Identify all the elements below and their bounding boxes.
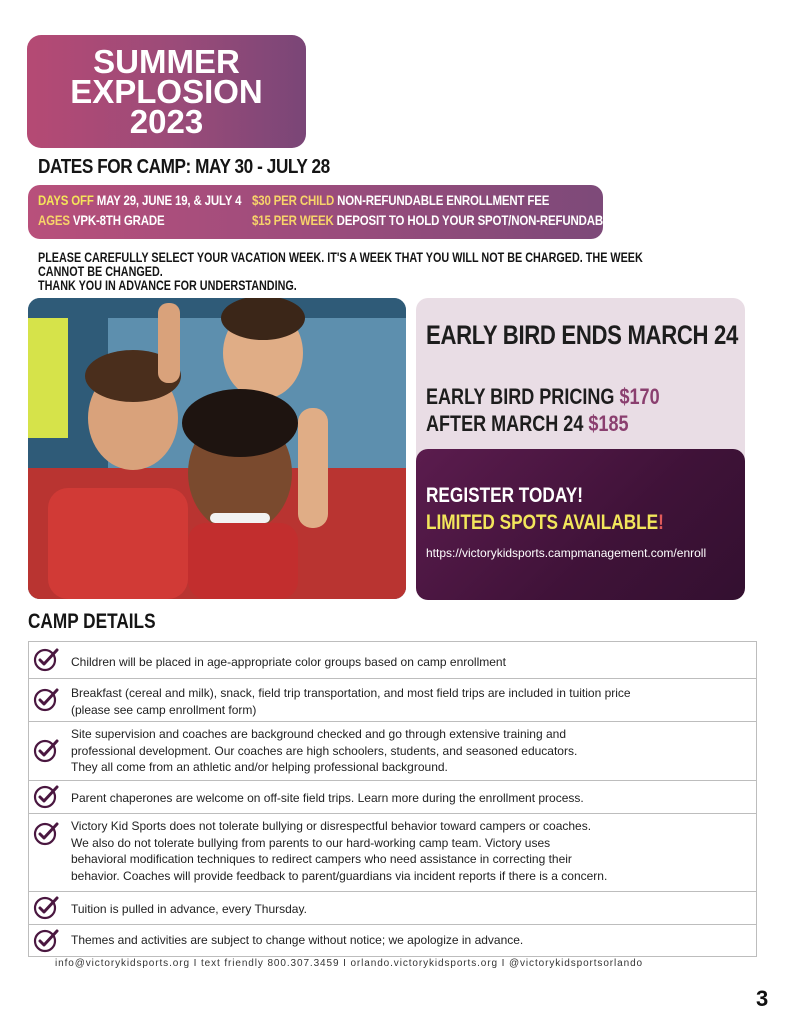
- deposit-label: $15 PER WEEK: [252, 212, 334, 228]
- info-bar: [28, 185, 618, 239]
- detail-text: Children will be placed in age-appropriate color groups based on camp enrollment: [71, 655, 506, 669]
- weekly-deposit: [252, 212, 617, 228]
- notice-line-2: THANK YOU IN ADVANCE FOR UNDERSTANDING.: [38, 278, 297, 293]
- early-bird-price: $170: [619, 384, 660, 409]
- days-off: [38, 192, 241, 208]
- detail-row: [29, 814, 756, 892]
- early-bird-pricing: [426, 384, 660, 410]
- notice-line-1: PLEASE CAREFULLY SELECT YOUR VACATION WEEK. IT'S A WEEK THAT YOU WILL NOT BE CHARGED. THE WEEK CANNOT BE CHANGED.: [38, 250, 643, 279]
- camp-details-heading: CAMP DETAILS: [28, 610, 156, 633]
- detail-text: Victory Kid Sports does not tolerate bullying or disrespectful behavior toward campers or coaches. We also do not tolerate bullying from parents to our hard-working camp team. Victory uses behavioral modification techniques to redirect campers who need assistance in correcting their behavior. Coaches will provide feedback to parent/guardians via incident reports if there is a concern.: [71, 819, 608, 883]
- after-price: $185: [588, 411, 629, 436]
- ages-label: AGES: [38, 212, 70, 228]
- detail-row: [29, 892, 756, 925]
- title-banner: [27, 35, 306, 148]
- title-line-2: EXPLOSION: [70, 72, 263, 110]
- page-number: 3: [756, 986, 769, 1011]
- early-bird-pricing-label: EARLY BIRD PRICING: [426, 384, 620, 409]
- fee-label: $30 PER CHILD: [252, 192, 335, 208]
- detail-text: Breakfast (cereal and milk), snack, field trip transportation, and most field trips are included in tuition price (please see camp enrollment form): [71, 686, 631, 717]
- after-pricing-label: AFTER MARCH 24: [426, 411, 589, 436]
- enrollment-fee: [252, 192, 549, 208]
- ages: [38, 212, 165, 228]
- detail-row: [29, 722, 756, 781]
- vacation-notice: [38, 251, 646, 293]
- detail-row: [29, 679, 756, 722]
- check-circle-icon: [33, 738, 59, 764]
- detail-row: [29, 781, 756, 814]
- campers-photo: [28, 298, 406, 599]
- days-off-value: MAY 29, JUNE 19, & JULY 4: [93, 192, 242, 208]
- detail-row: [29, 925, 756, 956]
- check-circle-icon: [33, 821, 59, 847]
- register-subtitle-mark: !: [658, 511, 664, 534]
- detail-text: Site supervision and coaches are background checked and go through extensive training and professional development. Our coaches are high schoolers, students, and seasoned educators. They all come from an athletic and/or helping professional background.: [71, 727, 578, 774]
- check-circle-icon: [33, 928, 59, 954]
- fee-value: NON-REFUNDABLE ENROLLMENT FEE: [334, 192, 550, 208]
- detail-text: Tuition is pulled in advance, every Thursday.: [71, 902, 307, 916]
- check-circle-icon: [33, 647, 59, 673]
- after-pricing: [426, 411, 629, 437]
- register-subtitle: [426, 511, 664, 535]
- register-link[interactable]: https://victorykidsports.campmanagement.com/enroll: [426, 546, 707, 560]
- detail-row: [29, 642, 756, 679]
- register-title: REGISTER TODAY!: [426, 484, 583, 507]
- camp-dates: DATES FOR CAMP: MAY 30 - JULY 28: [38, 156, 330, 178]
- campers-photo-illustration: [28, 298, 406, 599]
- days-off-label: DAYS OFF: [38, 192, 94, 208]
- detail-text: Themes and activities are subject to change without notice; we apologize in advance.: [71, 933, 524, 947]
- check-circle-icon: [33, 895, 59, 921]
- camp-details-table: [28, 641, 757, 957]
- detail-text: Parent chaperones are welcome on off-site field trips. Learn more during the enrollment process.: [71, 791, 584, 805]
- ages-value: VPK-8TH GRADE: [69, 212, 165, 228]
- early-bird-title: EARLY BIRD ENDS MARCH 24: [426, 320, 738, 350]
- check-circle-icon: [33, 784, 59, 810]
- check-circle-icon: [33, 687, 59, 713]
- register-subtitle-text: LIMITED SPOTS AVAILABLE: [426, 511, 659, 534]
- deposit-value: DEPOSIT TO HOLD YOUR SPOT/NON-REFUNDABLE: [333, 212, 618, 228]
- contact-footer: info@victorykidsports.org I text friendly 800.307.3459 I orlando.victorykidsports.org I @victorykidsportsorlando: [55, 958, 643, 969]
- title-line-1: SUMMER: [93, 42, 240, 80]
- title-line-3: 2023: [129, 102, 204, 140]
